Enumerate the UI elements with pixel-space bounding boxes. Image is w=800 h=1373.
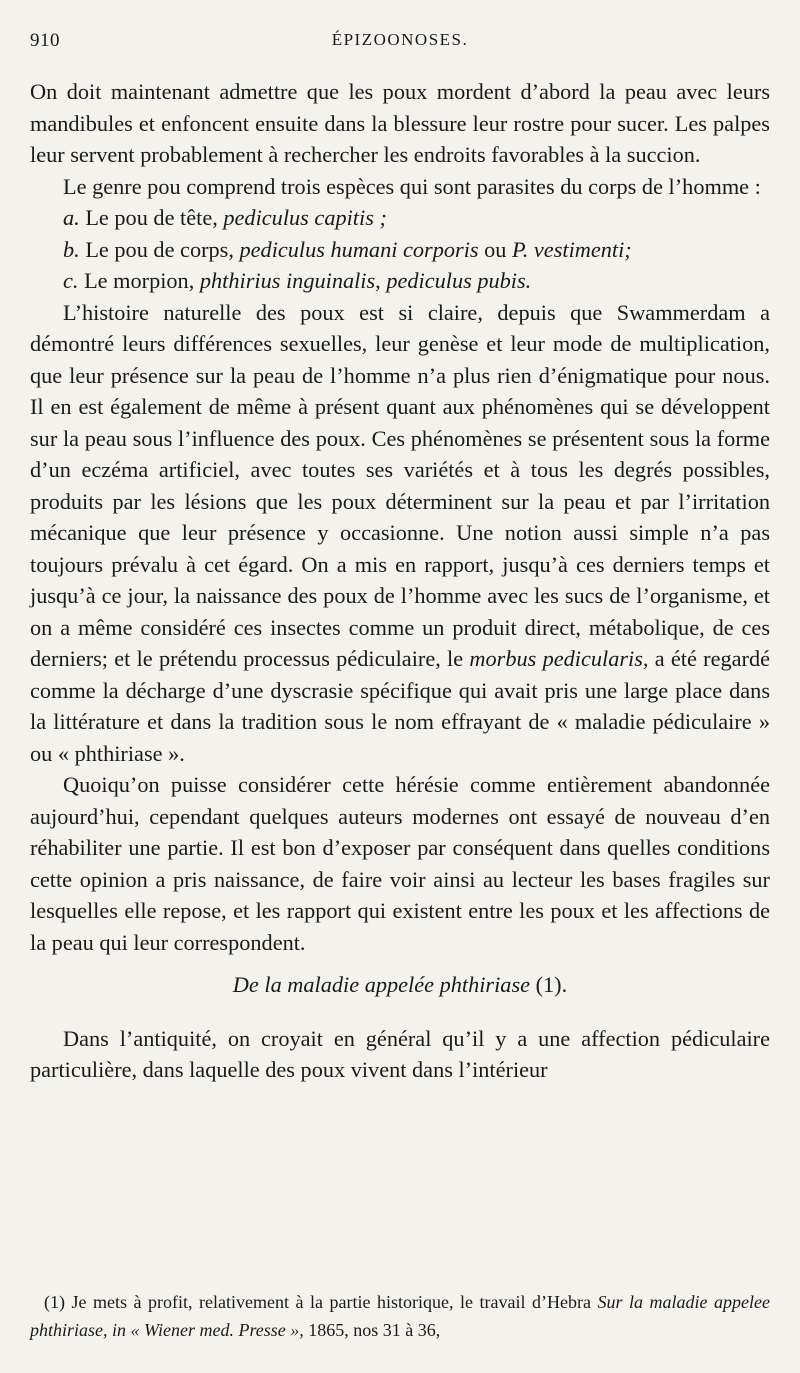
histoire-text-a: L’histoire naturelle des poux est si claire, depuis que Swammerdam a démontré leurs différences sexuelles, leur genèse et leur mode de multiplication, que leur présence sur la peau de l’homme n’a plus rien d’énigmatique pour nous. Il en est également de même à présent quant aux phénomènes qui se développent sur la peau sous l’influence des poux. Ces phénomènes se présentent sous la forme d’un eczéma artificiel, avec toutes ses variétés et à tous les degrés possibles, produits par les lésions que les poux déterminent sur la peau et par l’irritation mécanique que leur présence y occasionne. Une notion aussi simple n’a pas toujours prévalu à cet égard. On a mis en rapport, jusqu’à ces derniers temps et jusqu’à ce jour, la naissance des poux de l’homme avec les sucs de l’organisme, et on a même considéré ces insectes comme un produit direct, métabolique, de ces derniers; et le prétendu processus pédiculaire, le xyxy=(30,299,770,671)
species-latin: pediculus capitis ; xyxy=(223,205,387,230)
footnote-reference: (1). xyxy=(535,972,568,997)
histoire-text-b: a été regardé comme la décharge d’une dyscrasie spécifique qui avait pris une large place dans la littérature et dans la tradition sous le nom effrayant de « maladie pédiculaire » ou « phthiriase ». xyxy=(30,646,770,766)
paragraph-intro: On doit maintenant admettre que les poux mordent d’abord la peau avec leurs mandibules et enfoncent ensuite dans la blessure leur rostre pour sucer. Les palpes leur servent probablement à rechercher les endroits favorables à la succion. xyxy=(30,79,770,167)
paragraph-antiquite: Dans l’antiquité, on croyait en général qu’il y a une affection pédiculaire particulière, dans laquelle des poux vivent dans l’intérieur xyxy=(30,1025,770,1082)
section-heading-text: De la maladie appelée phthiriase xyxy=(232,972,531,997)
list-item xyxy=(30,234,770,266)
footnote-text-a: Je mets à profit, relativement à la partie historique, le travail d’Hebra xyxy=(71,1292,591,1312)
species-alt: P. vestimenti; xyxy=(512,236,632,262)
species-common: Le pou de corps, xyxy=(85,236,234,262)
footnote xyxy=(30,1288,770,1344)
body-text xyxy=(30,76,770,1086)
list-item-label: b. xyxy=(63,236,80,262)
footnote-marker: (1) xyxy=(44,1292,65,1312)
species-common: Le morpion, xyxy=(84,268,195,293)
species-latin: phthirius inguinalis, pediculus pubis. xyxy=(199,268,532,293)
list-item xyxy=(30,265,770,297)
species-common: Le pou de tête, xyxy=(85,205,218,230)
list-item-label: c. xyxy=(63,268,79,293)
page-number: 910 xyxy=(30,30,60,51)
running-title: ÉPIZOONOSES. xyxy=(331,30,469,49)
footnote-title: Sur la maladie appelee phthiriase, in « Wiener med. Presse », xyxy=(30,1292,770,1340)
paragraph-quoique: Quoiqu’on puisse considérer cette hérésie comme entièrement abandonnée aujourd’hui, cependant quelques auteurs modernes ont essayé de nouveau d’en réhabiliter une partie. Il est bon d’exposer par conséquent dans quelles conditions cette opinion a pris naissance, de faire voir ainsi au lecteur les bases fragiles sur lesquelles elle repose, et les rapport qui existent entre les poux et les affections de la peau qui leur correspondent. xyxy=(30,772,770,955)
list-item xyxy=(30,202,770,234)
paragraph-histoire xyxy=(30,297,770,770)
histoire-latin-term: morbus pedicularis, xyxy=(469,646,649,671)
list-item-label: a. xyxy=(63,205,80,230)
section-heading xyxy=(30,969,770,1001)
paragraph-genre: Le genre pou comprend trois espèces qui sont parasites du corps de l’homme : xyxy=(63,173,761,199)
species-latin: pediculus humani corporis xyxy=(239,236,479,262)
footnote-text-b: 1865, nos 31 à 36, xyxy=(308,1320,441,1340)
species-or: ou xyxy=(484,236,507,262)
species-list xyxy=(30,202,770,297)
